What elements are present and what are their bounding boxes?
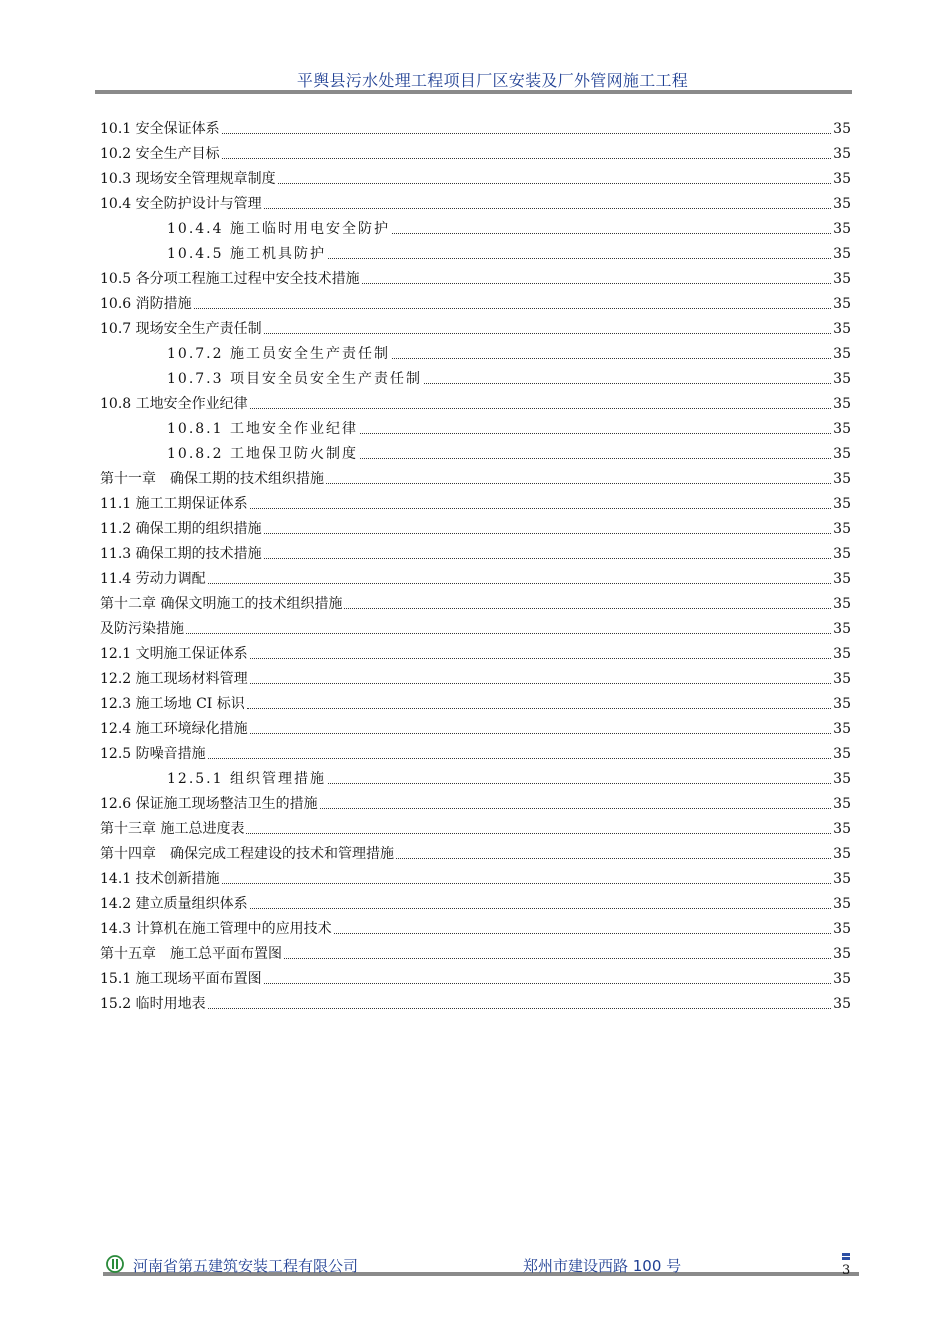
toc-entry-label: 10.5 各分项工程施工过程中安全技术措施 <box>100 271 360 287</box>
toc-entry-page: 35 <box>833 246 851 262</box>
toc-dot-leader <box>194 308 832 309</box>
toc-dot-leader <box>326 483 831 484</box>
toc-entry[interactable] <box>100 513 851 538</box>
toc-entry-page: 35 <box>833 346 851 362</box>
toc-entry-label: 12.2 施工现场材料管理 <box>100 671 248 687</box>
toc-entry-page: 35 <box>833 471 851 487</box>
toc-dot-leader <box>392 233 831 234</box>
toc-entry[interactable] <box>100 588 851 613</box>
toc-entry-page: 35 <box>833 796 851 812</box>
toc-entry[interactable] <box>100 413 851 438</box>
toc-entry-label: 11.1 施工工期保证体系 <box>100 496 248 512</box>
toc-dot-leader <box>250 683 832 684</box>
toc-entry[interactable] <box>100 238 851 263</box>
toc-entry-label: 11.4 劳动力调配 <box>100 571 206 587</box>
toc-entry[interactable] <box>100 463 851 488</box>
toc-dot-leader <box>396 858 831 859</box>
toc-entry-page: 35 <box>833 896 851 912</box>
toc-entry[interactable] <box>100 988 851 1013</box>
toc-entry[interactable] <box>100 888 851 913</box>
toc-entry-label: 12.6 保证施工现场整洁卫生的措施 <box>100 796 318 812</box>
toc-entry-label: 10.7.3 项目安全员安全生产责任制 <box>167 371 422 387</box>
toc-entry[interactable] <box>100 763 851 788</box>
toc-entry-label: 10.6 消防措施 <box>100 296 192 312</box>
toc-entry-page: 35 <box>833 221 851 237</box>
toc-entry-page: 35 <box>833 396 851 412</box>
toc-entry-page: 35 <box>833 871 851 887</box>
toc-entry-label: 第十四章 确保完成工程建设的技术和管理措施 <box>100 846 394 862</box>
toc-entry[interactable] <box>100 188 851 213</box>
toc-entry-label: 10.8 工地安全作业纪律 <box>100 396 248 412</box>
toc-entry[interactable] <box>100 963 851 988</box>
toc-entry[interactable] <box>100 363 851 388</box>
toc-entry[interactable] <box>100 638 851 663</box>
toc-entry[interactable] <box>100 738 851 763</box>
toc-entry-page: 35 <box>833 971 851 987</box>
toc-entry-page: 35 <box>833 846 851 862</box>
toc-entry-label: 第十二章 确保文明施工的技术组织措施 <box>100 596 343 612</box>
toc-entry-label: 12.5.1 组织管理措施 <box>167 771 326 787</box>
toc-entry[interactable] <box>100 863 851 888</box>
toc-entry-page: 35 <box>833 946 851 962</box>
toc-dot-leader <box>264 333 832 334</box>
toc-dot-leader <box>222 883 832 884</box>
toc-dot-leader <box>362 283 832 284</box>
toc-entry[interactable] <box>100 688 851 713</box>
toc-entry-label: 12.4 施工环境绿化措施 <box>100 721 248 737</box>
toc-entry[interactable] <box>100 163 851 188</box>
toc-entry-label: 15.1 施工现场平面布置图 <box>100 971 262 987</box>
page-number: 3 <box>842 1263 851 1278</box>
toc-entry-label: 12.3 施工场地 CI 标识 <box>100 696 245 712</box>
toc-entry-page: 35 <box>833 771 851 787</box>
toc-entry-label: 10.7 现场安全生产责任制 <box>100 321 262 337</box>
toc-dot-leader <box>222 133 832 134</box>
toc-entry-label: 14.2 建立质量组织体系 <box>100 896 248 912</box>
toc-entry[interactable] <box>100 438 851 463</box>
toc-entry[interactable] <box>100 663 851 688</box>
toc-entry-page: 35 <box>833 296 851 312</box>
toc-dot-leader <box>186 633 831 634</box>
toc-entry[interactable] <box>100 813 851 838</box>
toc-entry-page: 35 <box>833 596 851 612</box>
toc-dot-leader <box>222 158 832 159</box>
toc-entry-page: 35 <box>833 671 851 687</box>
toc-entry-label: 10.4 安全防护设计与管理 <box>100 196 262 212</box>
toc-entry-page: 35 <box>833 546 851 562</box>
toc-entry-label: 10.8.1 工地安全作业纪律 <box>167 421 358 437</box>
header-title: 平舆县污水处理工程项目厂区安装及厂外管网施工工程 <box>296 71 689 90</box>
toc-entry-label: 12.1 文明施工保证体系 <box>100 646 248 662</box>
page-mark-icon <box>842 1253 850 1256</box>
toc-entry-page: 35 <box>833 621 851 637</box>
toc-entry-label: 第十三章 施工总进度表 <box>100 821 245 837</box>
toc-entry-label: 12.5 防噪音措施 <box>100 746 206 762</box>
toc-entry-page: 35 <box>833 571 851 587</box>
toc-dot-leader <box>392 358 831 359</box>
toc-dot-leader <box>284 958 831 959</box>
toc-entry[interactable] <box>100 313 851 338</box>
toc-dot-leader <box>360 458 831 459</box>
toc-dot-leader <box>246 833 831 834</box>
toc-dot-leader <box>264 558 832 559</box>
toc-entry[interactable] <box>100 913 851 938</box>
toc-dot-leader <box>328 783 831 784</box>
toc-dot-leader <box>250 733 832 734</box>
toc-dot-leader <box>320 808 832 809</box>
toc-dot-leader <box>250 408 832 409</box>
footer-company-name: 河南省第五建筑安装工程有限公司 <box>133 1257 359 1275</box>
toc-dot-leader <box>264 533 832 534</box>
toc-entry-label: 10.8.2 工地保卫防火制度 <box>167 446 358 462</box>
toc-dot-leader <box>208 583 832 584</box>
toc-entry-label: 及防污染措施 <box>100 621 184 637</box>
toc-dot-leader <box>264 208 832 209</box>
toc-entry[interactable] <box>100 138 851 163</box>
toc-dot-leader <box>250 908 832 909</box>
toc-dot-leader <box>278 183 832 184</box>
toc-entry-page: 35 <box>833 421 851 437</box>
toc-entry-label: 10.4.4 施工临时用电安全防护 <box>167 221 390 237</box>
toc-dot-leader <box>328 258 831 259</box>
toc-entry-page: 35 <box>833 371 851 387</box>
toc-entry[interactable] <box>100 713 851 738</box>
toc-dot-leader <box>250 508 832 509</box>
toc-dot-leader <box>334 933 832 934</box>
toc-entry-page: 35 <box>833 821 851 837</box>
toc-entry-page: 35 <box>833 696 851 712</box>
toc-entry-label: 10.4.5 施工机具防护 <box>167 246 326 262</box>
toc-entry-page: 35 <box>833 321 851 337</box>
toc-entry[interactable] <box>100 488 851 513</box>
toc-entry-label: 第十一章 确保工期的技术组织措施 <box>100 471 324 487</box>
toc-dot-leader <box>247 708 831 709</box>
toc-entry[interactable] <box>100 613 851 638</box>
toc-entry-page: 35 <box>833 171 851 187</box>
toc-entry-page: 35 <box>833 121 851 137</box>
toc-entry-label: 10.7.2 施工员安全生产责任制 <box>167 346 390 362</box>
toc-entry-label: 10.3 现场安全管理规章制度 <box>100 171 276 187</box>
toc-entry[interactable] <box>100 838 851 863</box>
toc-dot-leader <box>360 433 831 434</box>
toc-entry-page: 35 <box>833 446 851 462</box>
toc-entry-page: 35 <box>833 496 851 512</box>
toc-entry-label: 11.3 确保工期的技术措施 <box>100 546 262 562</box>
toc-entry-page: 35 <box>833 521 851 537</box>
toc-entry-label: 第十五章 施工总平面布置图 <box>100 946 282 962</box>
toc-entry-label: 14.3 计算机在施工管理中的应用技术 <box>100 921 332 937</box>
toc-entry[interactable] <box>100 538 851 563</box>
footer-address: 郑州市建设西路 100 号 <box>523 1257 682 1275</box>
toc-dot-leader <box>264 983 832 984</box>
toc-entry[interactable] <box>100 288 851 313</box>
toc-entry[interactable] <box>100 938 851 963</box>
toc-entry-page: 35 <box>833 146 851 162</box>
toc-dot-leader <box>208 1008 832 1009</box>
toc-entry-label: 10.2 安全生产目标 <box>100 146 220 162</box>
company-logo-icon <box>106 1255 124 1273</box>
toc-entry[interactable] <box>100 263 851 288</box>
toc-dot-leader <box>424 383 831 384</box>
toc-entry-page: 35 <box>833 646 851 662</box>
toc-entry[interactable] <box>100 113 851 138</box>
toc-entry-label: 10.1 安全保证体系 <box>100 121 220 137</box>
toc-entry[interactable] <box>100 563 851 588</box>
toc-entry-label: 15.2 临时用地表 <box>100 996 206 1012</box>
toc-entry-label: 11.2 确保工期的组织措施 <box>100 521 262 537</box>
toc-entry-page: 35 <box>833 921 851 937</box>
toc-entry-page: 35 <box>833 196 851 212</box>
toc-entry-page: 35 <box>833 721 851 737</box>
toc-entry-page: 35 <box>833 271 851 287</box>
toc-dot-leader <box>344 608 831 609</box>
header-divider <box>95 90 852 94</box>
table-of-contents <box>100 113 851 1013</box>
toc-entry-label: 14.1 技术创新措施 <box>100 871 220 887</box>
toc-entry[interactable] <box>100 788 851 813</box>
toc-dot-leader <box>250 658 832 659</box>
toc-entry[interactable] <box>100 338 851 363</box>
toc-entry-page: 35 <box>833 996 851 1012</box>
toc-dot-leader <box>208 758 832 759</box>
toc-entry-page: 35 <box>833 746 851 762</box>
toc-entry[interactable] <box>100 213 851 238</box>
toc-entry[interactable] <box>100 388 851 413</box>
